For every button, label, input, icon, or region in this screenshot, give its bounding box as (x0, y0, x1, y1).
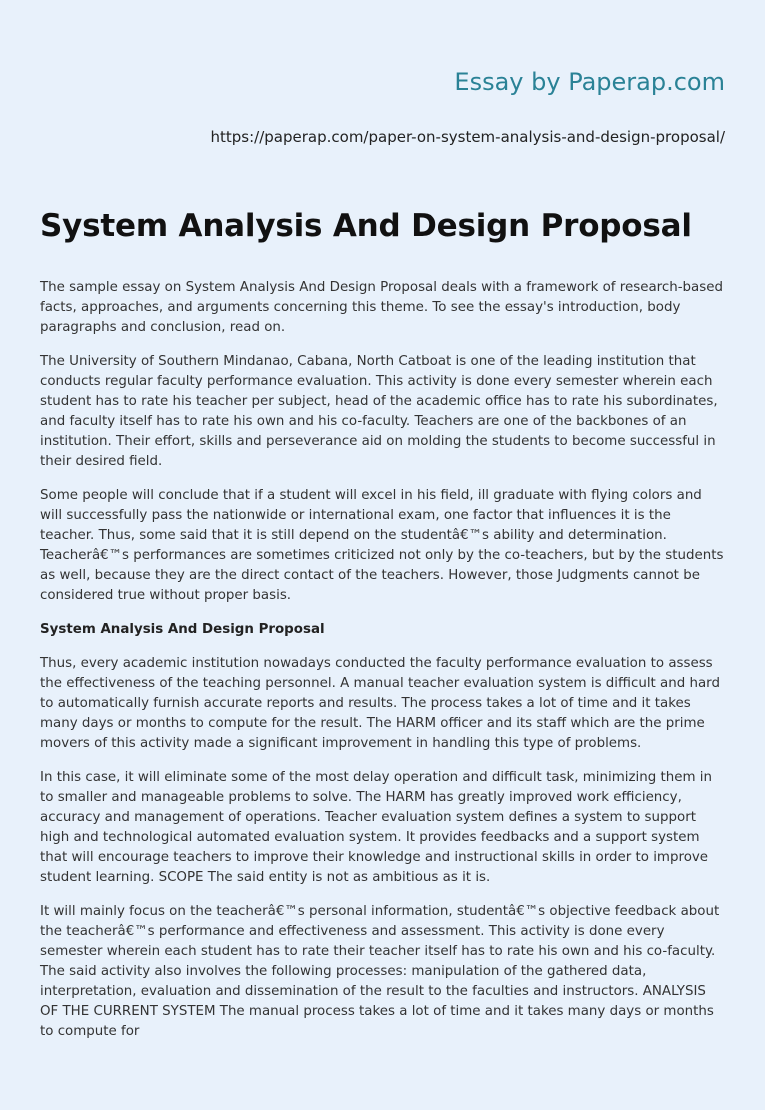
site-brand-link[interactable]: Essay by Paperap.com (454, 68, 725, 96)
paragraph: In this case, it will eliminate some of the most delay operation and difficult task, minimizing them in to smaller and manageable problems to solve. The HARM has greatly improved work efficiency, accuracy and management of operations. Teacher evaluation system defines a system to support high and technological automated evaluation system. It provides feedbacks and a support system that will encourage teachers to improve their knowledge and instructional skills in order to improve student learning. SCOPE The said entity is not as ambitious as it is. (40, 770, 712, 885)
section-heading: System Analysis And Design Proposal (40, 622, 325, 637)
source-url: https://paperap.com/paper-on-system-analysis-and-design-proposal/ (210, 128, 725, 146)
article-body (40, 278, 728, 1056)
paragraph: It will mainly focus on the teacherâ€™s personal information, studentâ€™s objective feedback about the teacherâ€™s performance and effectiveness and assessment. This activity is done every semester wherein each student has to rate their teacher itself has to rate his own and his co-faculty. The said activity also involves the following processes: manipulation of the gathered data, interpretation, evaluation and dissemination of the result to the faculties and instructors. ANALYSIS OF THE CURRENT SYSTEM The manual process takes a lot of time and it takes many days or months to compute for (40, 904, 720, 1039)
paragraph: Some people will conclude that if a student will excel in his field, ill graduate with flying colors and will successfully pass the nationwide or international exam, one factor that influences it is the teacher. Thus, some said that it is still depend on the studentâ€™s ability and determination. Teacherâ€™s performances are sometimes criticized not only by the co-teachers, but by the students as well, because they are the direct contact of the teachers. However, those Judgments cannot be considered true without proper basis. (40, 488, 724, 603)
paragraph: The University of Southern Mindanao, Cabana, North Catboat is one of the leading institution that conducts regular faculty performance evaluation. This activity is done every semester wherein each student has to rate his teacher per subject, head of the academic office has to rate his subordinates, and faculty itself has to rate his own and his co-faculty. Teachers are one of the backbones of an institution. Their effort, skills and perseverance aid on molding the students to become successful in their desired field. (40, 354, 718, 469)
page-title: System Analysis And Design Proposal (40, 208, 692, 244)
paragraph: Thus, every academic institution nowadays conducted the faculty performance evaluation to assess the effectiveness of the teaching personnel. A manual teacher evaluation system is difficult and hard to automatically furnish accurate reports and results. The process takes a lot of time and it takes many days or months to compute for the result. The HARM officer and its staff which are the prime movers of this activity made a significant improvement in handling this type of problems. (40, 656, 720, 751)
paragraph: The sample essay on System Analysis And Design Proposal deals with a framework of research-based facts, approaches, and arguments concerning this theme. To see the essay's introduction, body paragraphs and conclusion, read on. (40, 280, 723, 335)
